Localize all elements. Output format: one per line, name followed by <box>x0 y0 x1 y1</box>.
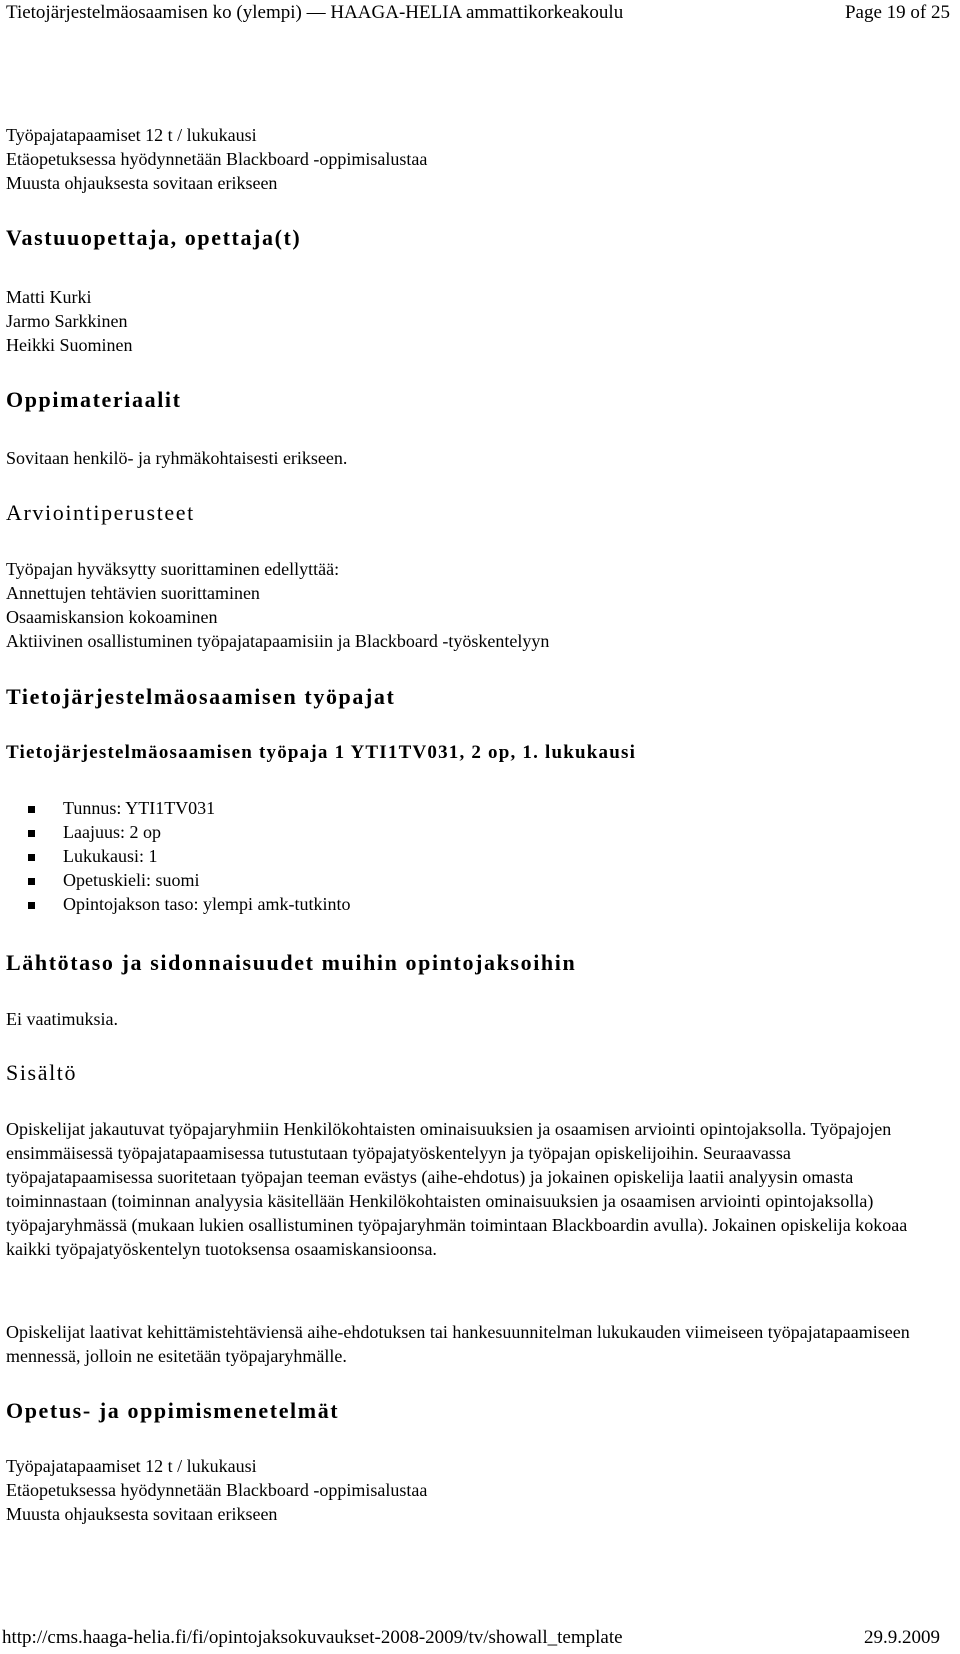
course-title: Tietojärjestelmäosaamisen työpaja 1 YTI1TV031, 2 op, 1. lukukausi <box>6 742 637 763</box>
content-heading: Sisältö <box>6 1060 78 1085</box>
page-number: Page 19 of 25 <box>844 2 950 23</box>
intro-line: Etäopetuksessa hyödynnetään Blackboard -oppimisalustaa <box>6 149 428 169</box>
teachers-list <box>6 285 133 357</box>
teachers-heading: Vastuuopettaja, opettaja(t) <box>6 225 302 250</box>
teacher-name: Heikki Suominen <box>6 335 133 355</box>
methods-line: Muusta ohjauksesta sovitaan erikseen <box>6 1504 278 1524</box>
assessment-line: Osaamiskansion kokoaminen <box>6 607 218 627</box>
methods-block <box>6 1454 427 1526</box>
teacher-name: Jarmo Sarkkinen <box>6 311 128 331</box>
list-item: Opintojakson taso: ylempi amk-tutkinto <box>28 892 350 916</box>
assessment-block <box>6 557 549 653</box>
assessment-heading: Arviointiperusteet <box>6 500 195 525</box>
methods-line: Työpajatapaamiset 12 t / lukukausi <box>6 1456 257 1476</box>
list-item: Tunnus: YTI1TV031 <box>28 796 350 820</box>
materials-text: Sovitaan henkilö- ja ryhmäkohtaisesti erikseen. <box>6 448 348 468</box>
assessment-line: Annettujen tehtävien suorittaminen <box>6 583 260 603</box>
teacher-name: Matti Kurki <box>6 287 92 307</box>
list-item: Lukukausi: 1 <box>28 844 350 868</box>
square-bullet-icon <box>28 902 35 909</box>
list-item: Laajuus: 2 op <box>28 820 350 844</box>
materials-heading: Oppimateriaalit <box>6 387 182 412</box>
assessment-line: Aktiivinen osallistuminen työpajatapaamisiin ja Blackboard -työskentelyyn <box>6 631 550 651</box>
prerequisites-heading: Lähtötaso ja sidonnaisuudet muihin opintojaksoihin <box>6 950 577 975</box>
methods-heading: Opetus- ja oppimismenetelmät <box>6 1398 340 1423</box>
square-bullet-icon <box>28 878 35 885</box>
assessment-line: Työpajan hyväksytty suorittaminen edellyttää: <box>6 559 340 579</box>
content-paragraph: Opiskelijat jakautuvat työpajaryhmiin Henkilökohtaisten ominaisuuksien ja osaamisen arviointi opintojaksolla. Työpajojen ensimmäisessä työpajatapaamisessa tutustutaan työpajatyöskentelyyn ja työpajan opiskelijoihin. Seuraavassa työpajatapaamisessa suoritetaan työpajan teeman evästys (aihe-ehdotus) ja jokainen opiskelija laatii analyysin omasta toiminnastaan (toiminnan analyysia käsitellään Henkilökohtaisten ominaisuuksien ja osaamisen arviointi opintojaksolla) työpajaryhmässä (mukaan lukien osallistuminen työpajaryhmän toimintaan Blackboardin avulla). Jokainen opiskelija kokoaa kaikki työpajatyöskentelyn tuotoksensa osaamiskansioonsa. <box>6 1119 908 1259</box>
square-bullet-icon <box>28 854 35 861</box>
square-bullet-icon <box>28 806 35 813</box>
methods-line: Etäopetuksessa hyödynnetään Blackboard -oppimisalustaa <box>6 1480 428 1500</box>
footer-date: 29.9.2009 <box>864 1627 940 1648</box>
content-paragraph: Opiskelijat laativat kehittämistehtäviensä aihe-ehdotuksen tai hankesuunnitelman lukukauden viimeiseen työpajatapaamiseen mennessä, jolloin ne esitetään työpajaryhmälle. <box>6 1322 910 1366</box>
intro-line: Työpajatapaamiset 12 t / lukukausi <box>6 125 257 145</box>
course-details-list <box>28 796 350 916</box>
square-bullet-icon <box>28 830 35 837</box>
page-header-title: Tietojärjestelmäosaamisen ko (ylempi) — HAAGA-HELIA ammattikorkeakoulu <box>6 2 624 23</box>
intro-block <box>6 123 427 195</box>
list-item: Opetuskieli: suomi <box>28 868 350 892</box>
prerequisites-text: Ei vaatimuksia. <box>6 1009 118 1029</box>
intro-line: Muusta ohjauksesta sovitaan erikseen <box>6 173 278 193</box>
footer-url: http://cms.haaga-helia.fi/fi/opintojaksokuvaukset-2008-2009/tv/showall_template <box>2 1627 623 1648</box>
workshops-heading: Tietojärjestelmäosaamisen työpajat <box>6 684 396 709</box>
